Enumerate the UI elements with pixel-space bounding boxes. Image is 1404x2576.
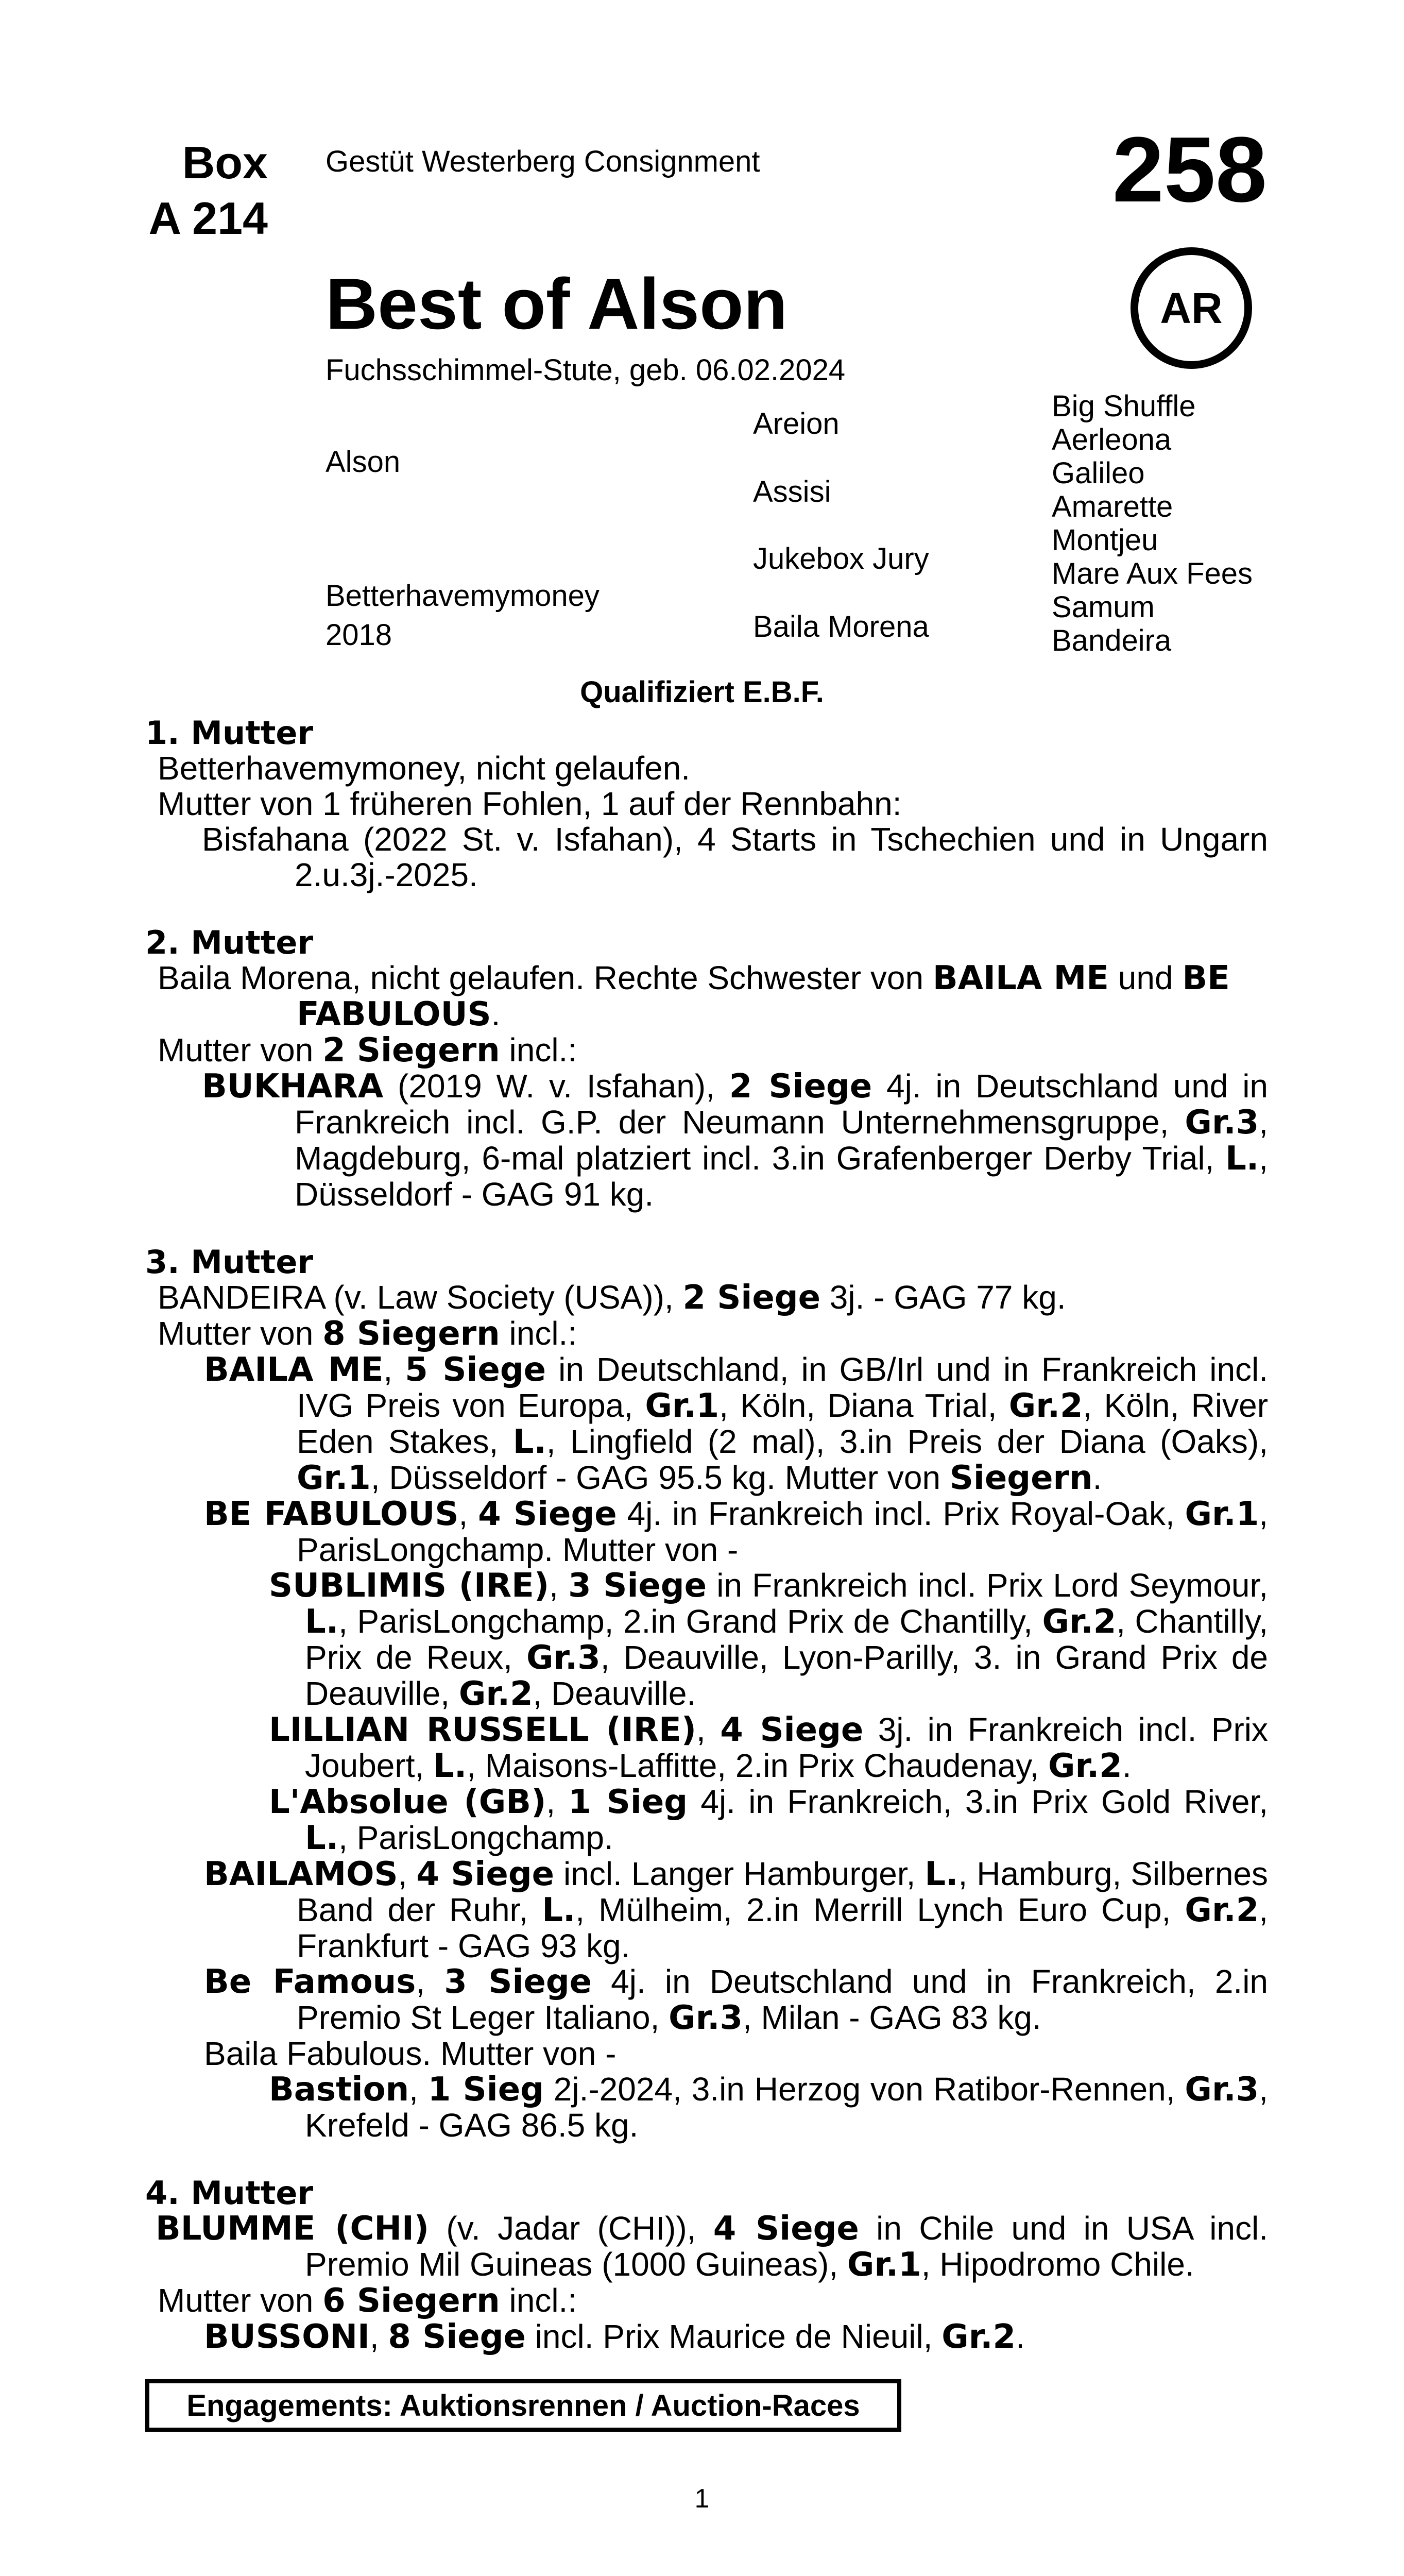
- engagements-box: [145, 2379, 901, 2432]
- offspring-entry-sublimis: SUBLIMIS (IRE), 3 Siege in Frankreich incl. Prix Lord Seymour, L., ParisLongchamp, 2.in Grand Prix de Chantilly, Gr.2, Chantilly, Prix de Reux, Gr.3, Deauville, Lyon-Parilly, 3. in Grand Prix de Deauville, Gr.2, Deauville.: [269, 1567, 1269, 1713]
- offspring-intro: Mutter von 1 früheren Fohlen, 1 auf der Rennbahn:: [158, 785, 902, 822]
- dam-intro: Betterhavemymoney, nicht gelaufen.: [158, 750, 691, 787]
- offspring-entry-baila-fabulous: Baila Fabulous. Mutter von -: [204, 2035, 617, 2072]
- ar-badge-text: AR: [1160, 283, 1223, 332]
- section-second-dam: [145, 925, 1268, 1212]
- offspring-entry-baila-me: BAILA ME, 5 Siege in Deutschland, in GB/Irl und in Frankreich incl. IVG Preis von Europa, Gr.1, Köln, Diana Trial, Gr.2, Köln, River Eden Stakes, L., Lingfield (2 mal), 3.in Preis der Diana (Oaks), Gr.1, Düsseldorf - GAG 95.5 kg. Mutter von Siegern.: [204, 1351, 1269, 1497]
- offspring-intro: Mutter von 6 Siegern incl.:: [158, 2282, 577, 2320]
- dam-intro: BANDEIRA (v. Law Society (USA)), 2 Siege 3j. - GAG 77 kg.: [158, 1279, 1066, 1317]
- pedigree-dam: Betterhavemymoney: [326, 579, 600, 613]
- section-title: 3. Mutter: [145, 1243, 314, 1281]
- gen3-ancestor: Galileo: [1052, 456, 1145, 490]
- ar-badge-icon: [1131, 247, 1252, 369]
- offspring-entry-be-famous: Be Famous, 3 Siege 4j. in Deutschland und in Frankreich, 2.in Premio St Leger Italiano, Gr.3, Milan - GAG 83 kg.: [204, 1963, 1269, 2037]
- consignor: Gestüt Westerberg Consignment: [326, 145, 760, 178]
- offspring-entry-labsolue: L'Absolue (GB), 1 Sieg 4j. in Frankreich, 3.in Prix Gold River, L., ParisLongchamp.: [269, 1783, 1269, 1857]
- offspring-intro: Mutter von 2 Siegern incl.:: [158, 1031, 577, 1070]
- offspring-entry-bailamos: BAILAMOS, 4 Siege incl. Langer Hamburger, L., Hamburg, Silbernes Band der Ruhr, L., Mülheim, 2.in Merrill Lynch Euro Cup, Gr.2, Frankfurt - GAG 93 kg.: [204, 1855, 1269, 1964]
- gen3-ancestor: Aerleona: [1052, 423, 1172, 456]
- gen3-ancestor: Mare Aux Fees: [1052, 557, 1253, 590]
- pedigree-sire-dam: Assisi: [753, 475, 831, 509]
- page-number: 1: [694, 2484, 710, 2514]
- horse-description: Fuchsschimmel-Stute, geb. 06.02.2024: [326, 353, 846, 387]
- horse-name: Best of Alson: [326, 263, 788, 344]
- offspring-entry-bukhara: BUKHARA (2019 W. v. Isfahan), 2 Siege 4j. in Deutschland und in Frankreich incl. G.P. der Neumann Unternehmensgruppe, Gr.3, Magdeburg, 6-mal platziert incl. 3.in Grafenberger Derby Trial, L., Düsseldorf - GAG 91 kg.: [202, 1067, 1269, 1213]
- offspring-entry-be-fabulous: BE FABULOUS, 4 Siege 4j. in Frankreich incl. Prix Royal-Oak, Gr.1, ParisLongchamp. Mutter von -: [204, 1495, 1269, 1568]
- pedigree-sire-sire: Areion: [753, 407, 840, 440]
- pedigree-sire: Alson: [326, 445, 401, 479]
- offspring-entry-lillian-russell: LILLIAN RUSSELL (IRE), 4 Siege 3j. in Frankreich incl. Prix Joubert, L., Maisons-Laffitte, 2.in Prix Chaudenay, Gr.2.: [269, 1711, 1269, 1785]
- section-first-dam: [145, 715, 1268, 893]
- gen3-ancestor: Amarette: [1052, 490, 1173, 523]
- gen3-ancestor: Big Shuffle: [1052, 389, 1196, 423]
- offspring-intro: Mutter von 8 Siegern incl.:: [158, 1315, 577, 1353]
- section-title: 1. Mutter: [145, 714, 314, 752]
- gen3-ancestor: Bandeira: [1052, 624, 1172, 657]
- dam-intro: BLUMME (CHI) (v. Jadar (CHI)), 4 Siege in Chile und in USA incl. Premio Mil Guineas (1000 Guineas), Gr.1, Hipodromo Chile.: [156, 2210, 1268, 2284]
- lot-number: 258: [1112, 118, 1267, 222]
- gen3-ancestor: Samum: [1052, 590, 1155, 624]
- section-fourth-dam: [145, 2175, 1268, 2355]
- dam-intro: Baila Morena, nicht gelaufen. Rechte Schwester von BAILA ME und BE FABULOUS.: [158, 959, 1230, 1033]
- family-content: [145, 715, 1268, 2387]
- section-third-dam: [145, 1244, 1268, 2143]
- pedigree-dam-year: 2018: [326, 618, 392, 652]
- box-info: [124, 135, 268, 246]
- engagements-text: Engagements: Auktionsrennen / Auction-Races: [186, 2388, 860, 2422]
- section-title: 4. Mutter: [145, 2174, 314, 2212]
- pedigree-dam-dam: Baila Morena: [753, 610, 929, 643]
- offspring-entry: Bisfahana (2022 St. v. Isfahan), 4 Starts in Tschechien und in Ungarn 2.u.3j.-2025.: [202, 821, 1268, 893]
- gen3-ancestor: Montjeu: [1052, 523, 1158, 557]
- box-label: Box: [182, 137, 268, 188]
- box-number: A 214: [148, 193, 268, 244]
- pedigree-gen3: [1052, 389, 1253, 657]
- pedigree-dam-sire: Jukebox Jury: [753, 542, 929, 575]
- offspring-entry-bussoni: BUSSONI, 8 Siege incl. Prix Maurice de Nieuil, Gr.2.: [204, 2318, 1025, 2356]
- section-title: 2. Mutter: [145, 924, 314, 961]
- offspring-entry-bastion: Bastion, 1 Sieg 2j.-2024, 3.in Herzog von Ratibor-Rennen, Gr.3, Krefeld - GAG 86.5 kg.: [269, 2071, 1268, 2144]
- qualification: Qualifiziert E.B.F.: [580, 675, 824, 709]
